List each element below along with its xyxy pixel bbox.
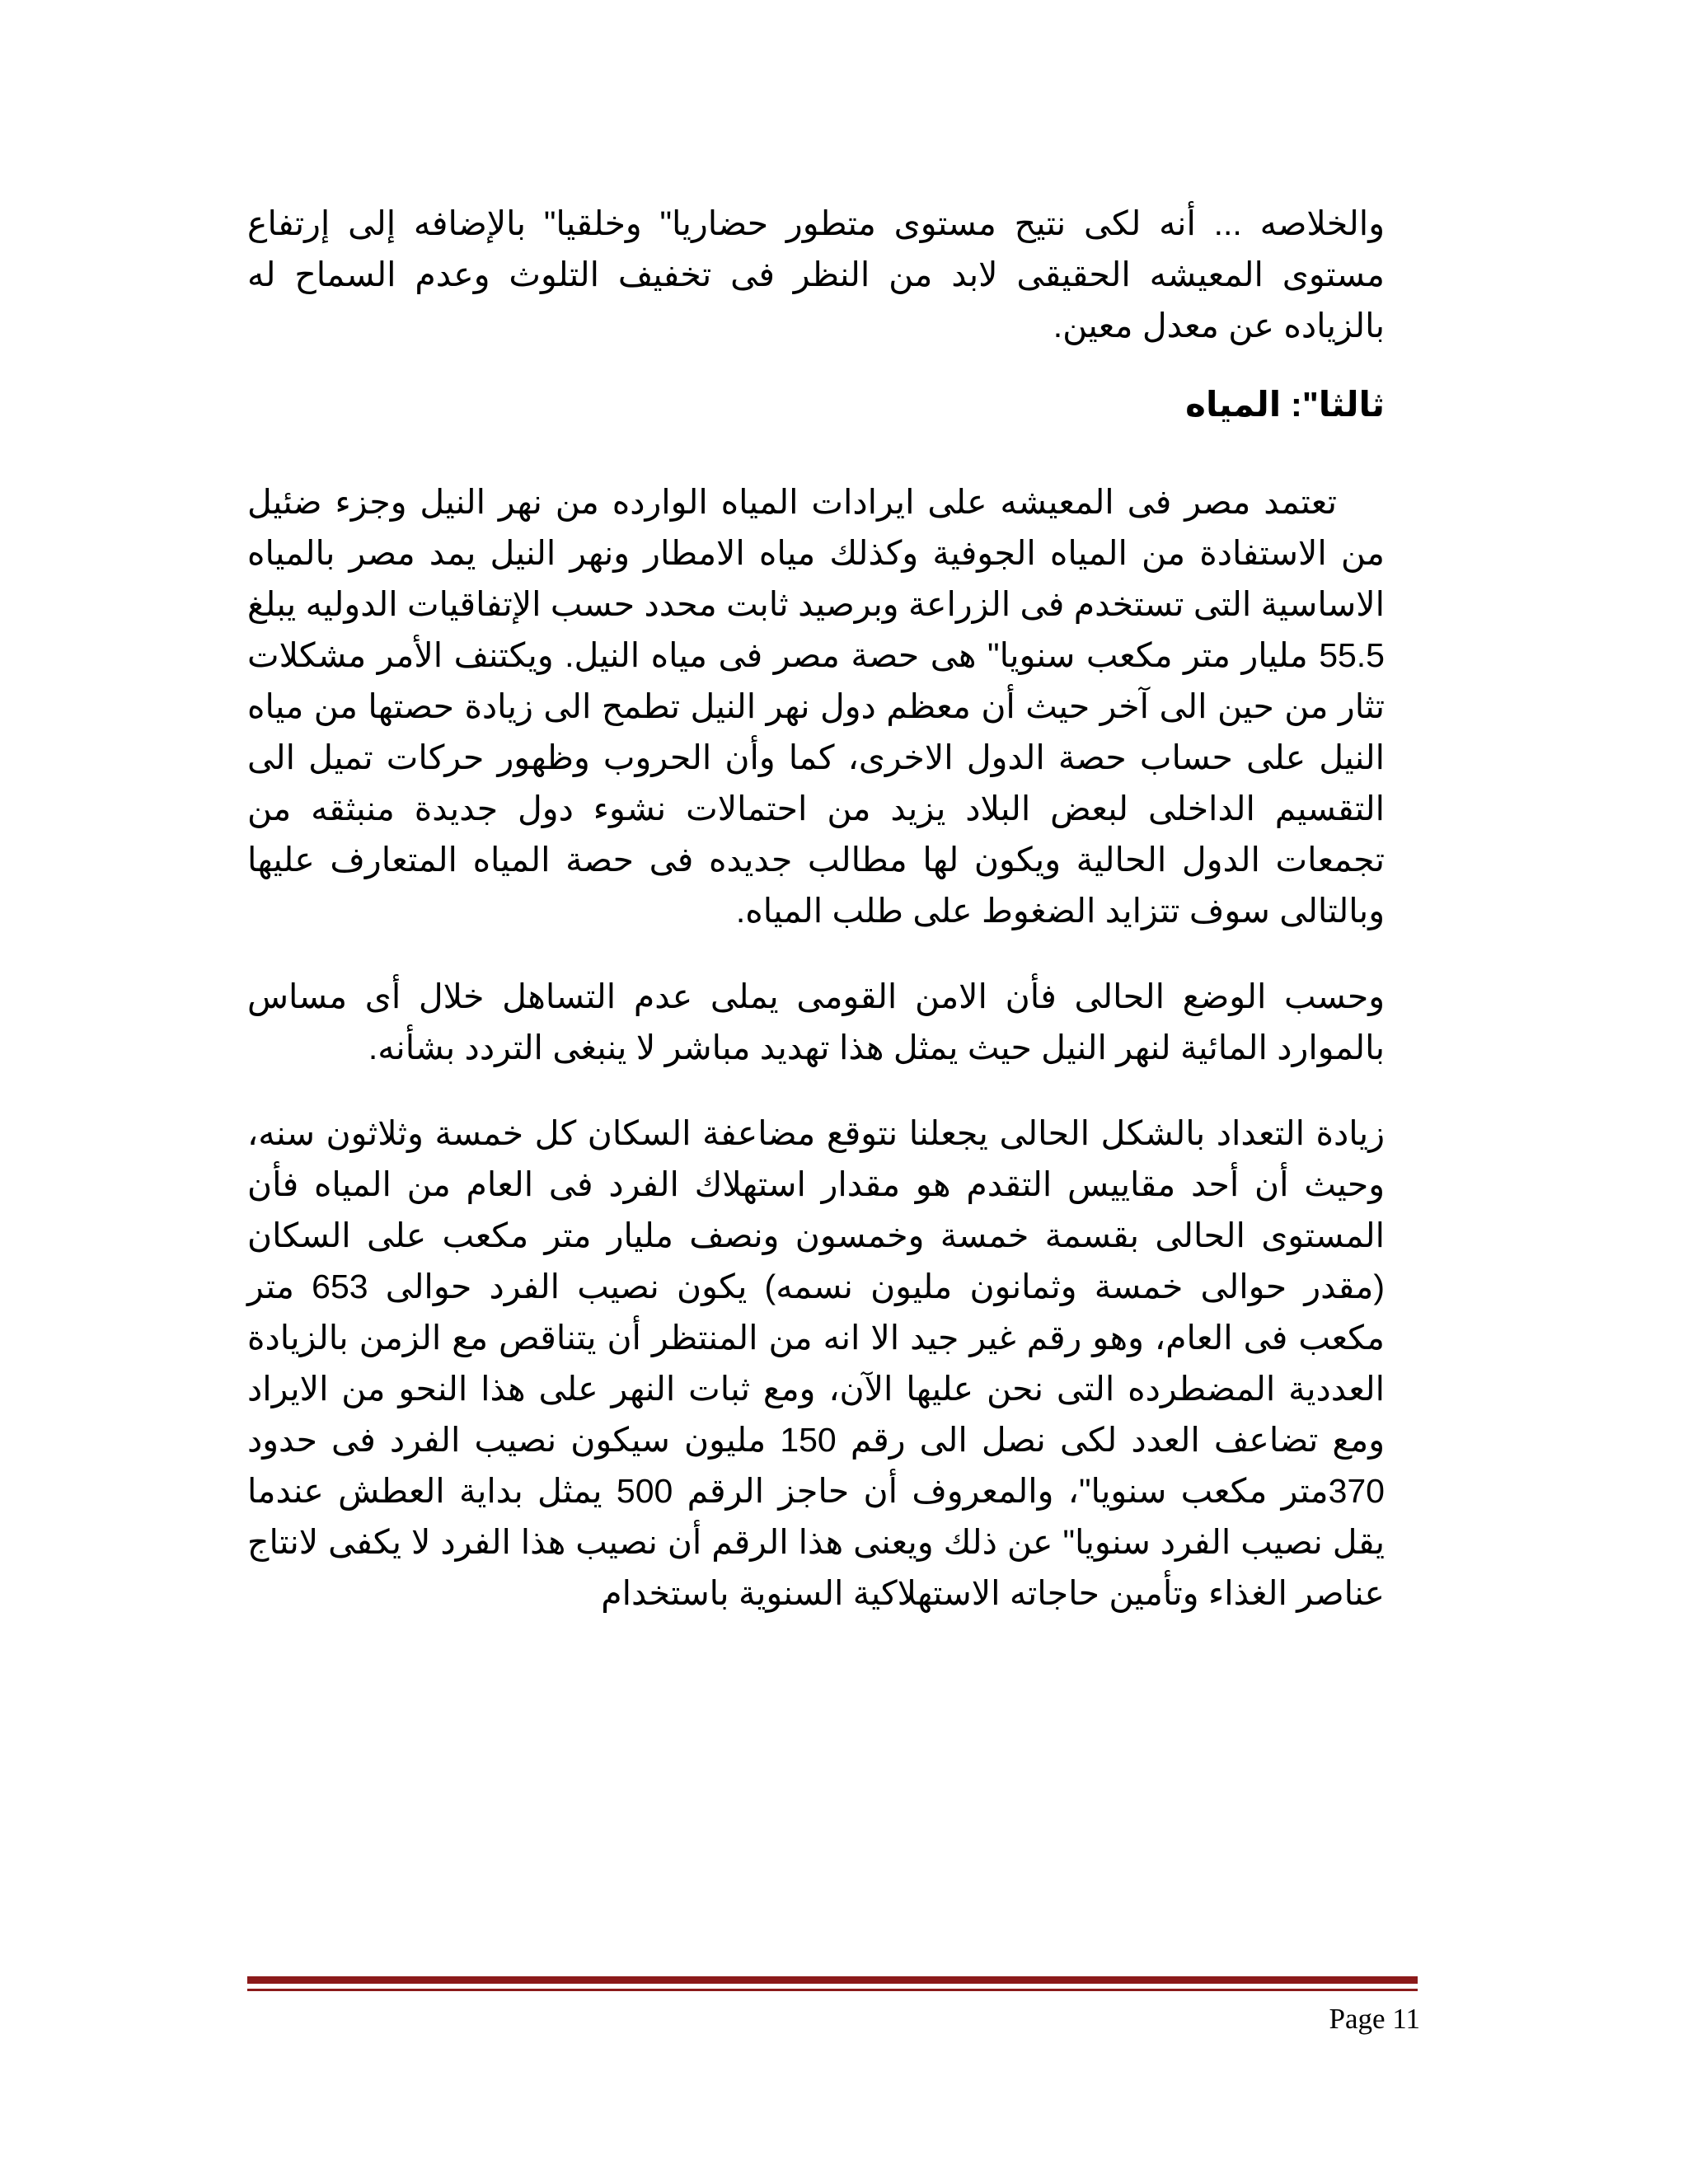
page-number: Page 11: [1329, 2003, 1420, 2035]
paragraph-conclusion: والخلاصه ... أنه لكى نتيح مستوى متطور حضاريا" وخلقيا" بالإضافه إلى إرتفاع مستوى المعيشه الحقيقى لابد من النظر فى تخفيف التلوث وعدم السماح له بالزياده عن معدل معين.: [247, 204, 1385, 344]
page-content: [247, 198, 1385, 1619]
footer-rule-thin: [247, 1989, 1418, 1991]
paragraph-population-growth: زيادة التعداد بالشكل الحالى يجعلنا نتوقع مضاعفة السكان كل خمسة وثلاثون سنه، وحيث أن أحد مقاييس التقدم هو مقدار استهلاك الفرد فى العام من المياه فأن المستوى الحالى بقسمة خمسة وخمسون ونصف مليار متر مكعب على السكان (مقدر حوالى خمسة وثمانون مليون نسمه) يكون نصيب الفرد حوالى 653 متر مكعب فى العام، وهو رقم غير جيد الا انه من المنتظر أن يتناقص مع الزمن بالزيادة العددية المضطرده التى نحن عليها الآن، ومع ثبات النهر على هذا النحو من الايراد ومع تضاعف العدد لكى نصل الى رقم 150 مليون سيكون نصيب الفرد فى حدود 370متر مكعب سنويا"، والمعروف أن حاجز الرقم 500 يمثل بداية العطش عندما يقل نصيب الفرد سنويا" عن ذلك ويعنى هذا الرقم أن نصيب هذا الفرد لا يكفى لانتاج عناصر الغذاء وتأمين حاجاته الاستهلاكية السنوية باستخدام: [247, 1114, 1386, 1612]
paragraph-nile-resources: تعتمد مصر فى المعيشه على ايرادات المياه الوارده من نهر النيل وجزء ضئيل من الاستفادة من المياه الجوفية وكذلك مياه الامطار ونهر النيل يمد مصر بالمياه الاساسية التى تستخدم فى الزراعة وبرصيد ثابت محدد حسب الإتفاقيات الدوليه يبلغ 55.5 مليار متر مكعب سنويا" هى حصة مصر فى مياه النيل. ويكتنف الأمر مشكلات تثار من حين الى آخر حيث أن معظم دول نهر النيل تطمح الى زيادة حصتها من مياه النيل على حساب حصة الدول الاخرى، كما وأن الحروب وظهور حركات تميل الى التقسيم الداخلى لبعض البلاد يزيد من احتمالات نشوء دول جديدة منبثقه من تجمعات الدول الحالية ويكون لها مطالب جديده فى حصة المياه المتعارف عليها وبالتالى سوف تتزايد الضغوط على طلب المياه.: [247, 483, 1386, 930]
footer-rule-thick: [247, 1976, 1418, 1984]
section-heading-water: ثالثا": المياه: [1185, 385, 1385, 424]
paragraph-national-security: وحسب الوضع الحالى فأن الامن القومى يملى عدم التساهل خلال أى مساس بالموارد المائية لنهر النيل حيث يمثل هذا تهديد مباشر لا ينبغى التردد بشأنه.: [247, 977, 1385, 1066]
